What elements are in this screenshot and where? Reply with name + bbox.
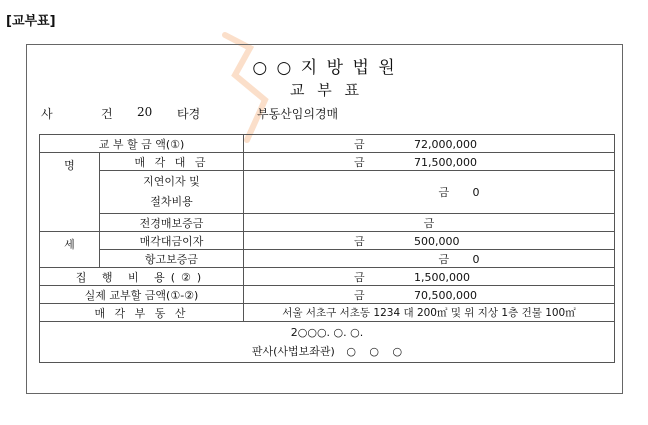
sale-price-value (244, 153, 615, 171)
net-amount-currency: 금 (354, 288, 365, 302)
late-interest-amount: 0 (472, 186, 480, 199)
property-value: 서울 서초구 서초동 1234 대 200㎡ 및 위 지상 1층 건물 100㎡ (244, 304, 615, 322)
case-label-geon: 건 (101, 107, 113, 121)
signer-name: ○ ○ ○ (346, 345, 403, 358)
appeal-deposit-amount: 0 (472, 252, 480, 266)
row-footer (40, 322, 615, 363)
sale-interest-label: 매각대금이자 (100, 232, 244, 250)
footer-cell (40, 322, 615, 363)
late-interest-value (244, 171, 615, 214)
appeal-deposit-value (244, 250, 615, 268)
detail-label-top: 명 (40, 153, 100, 232)
net-amount-label: 실제 교부할 금액(①-②) (40, 286, 244, 304)
appeal-deposit-label: 항고보증금 (100, 250, 244, 268)
sale-interest-currency: 금 (354, 234, 365, 248)
sale-price-currency: 금 (354, 155, 365, 169)
row-sale-interest (40, 232, 615, 250)
row-total (40, 135, 615, 153)
footer-date: 2○○○. ○. ○. (290, 326, 364, 339)
sale-interest-value (244, 232, 615, 250)
exec-cost-currency: 금 (354, 270, 365, 284)
detail-label-bottom: 세 (40, 232, 100, 268)
case-year: 20 (137, 105, 153, 119)
exec-cost-value (244, 268, 615, 286)
document-title: 교 부 표 (289, 81, 359, 99)
case-label-sa: 사 (41, 107, 53, 121)
net-amount-amount: 70,500,000 (414, 288, 477, 302)
exec-cost-amount: 1,500,000 (414, 270, 470, 284)
case-name: 부동산임의경매 (257, 107, 339, 121)
late-interest-label-line1: 지연이자 및 (143, 175, 200, 188)
appeal-deposit-currency: 금 (438, 252, 450, 266)
prev-deposit-currency: 금 (423, 216, 435, 230)
exec-cost-label: 집 행 비 용(②) (40, 268, 244, 286)
row-late-interest (40, 171, 615, 214)
late-interest-currency: 금 (438, 186, 450, 199)
total-label: 교 부 할 금 액(①) (40, 135, 244, 153)
row-property (40, 304, 615, 322)
prev-deposit-label: 전경매보증금 (100, 214, 244, 232)
row-net-amount (40, 286, 615, 304)
late-interest-label-line2: 절차비용 (150, 195, 193, 208)
footer-signer (44, 342, 610, 361)
late-interest-label (100, 171, 244, 214)
total-amount: 72,000,000 (414, 137, 477, 151)
distribution-table (39, 134, 615, 363)
court-name: ○ ○ 지 방 법 원 (252, 58, 397, 78)
signer-title: 판사(사법보좌관) (251, 345, 335, 358)
prev-deposit-value (244, 214, 615, 232)
case-type: 타경 (177, 107, 201, 121)
page-heading: [교부표] (6, 14, 56, 29)
document-frame (26, 44, 623, 394)
total-currency: 금 (354, 137, 365, 151)
row-prev-deposit (40, 214, 615, 232)
sale-price-amount: 71,500,000 (414, 155, 477, 169)
sale-price-label: 매 각 대 금 (100, 153, 244, 171)
row-appeal-deposit (40, 250, 615, 268)
property-label: 매 각 부 동 산 (40, 304, 244, 322)
sale-interest-amount: 500,000 (414, 234, 460, 248)
row-exec-cost (40, 268, 615, 286)
net-amount-value (244, 286, 615, 304)
total-value (244, 135, 615, 153)
row-sale-price (40, 153, 615, 171)
